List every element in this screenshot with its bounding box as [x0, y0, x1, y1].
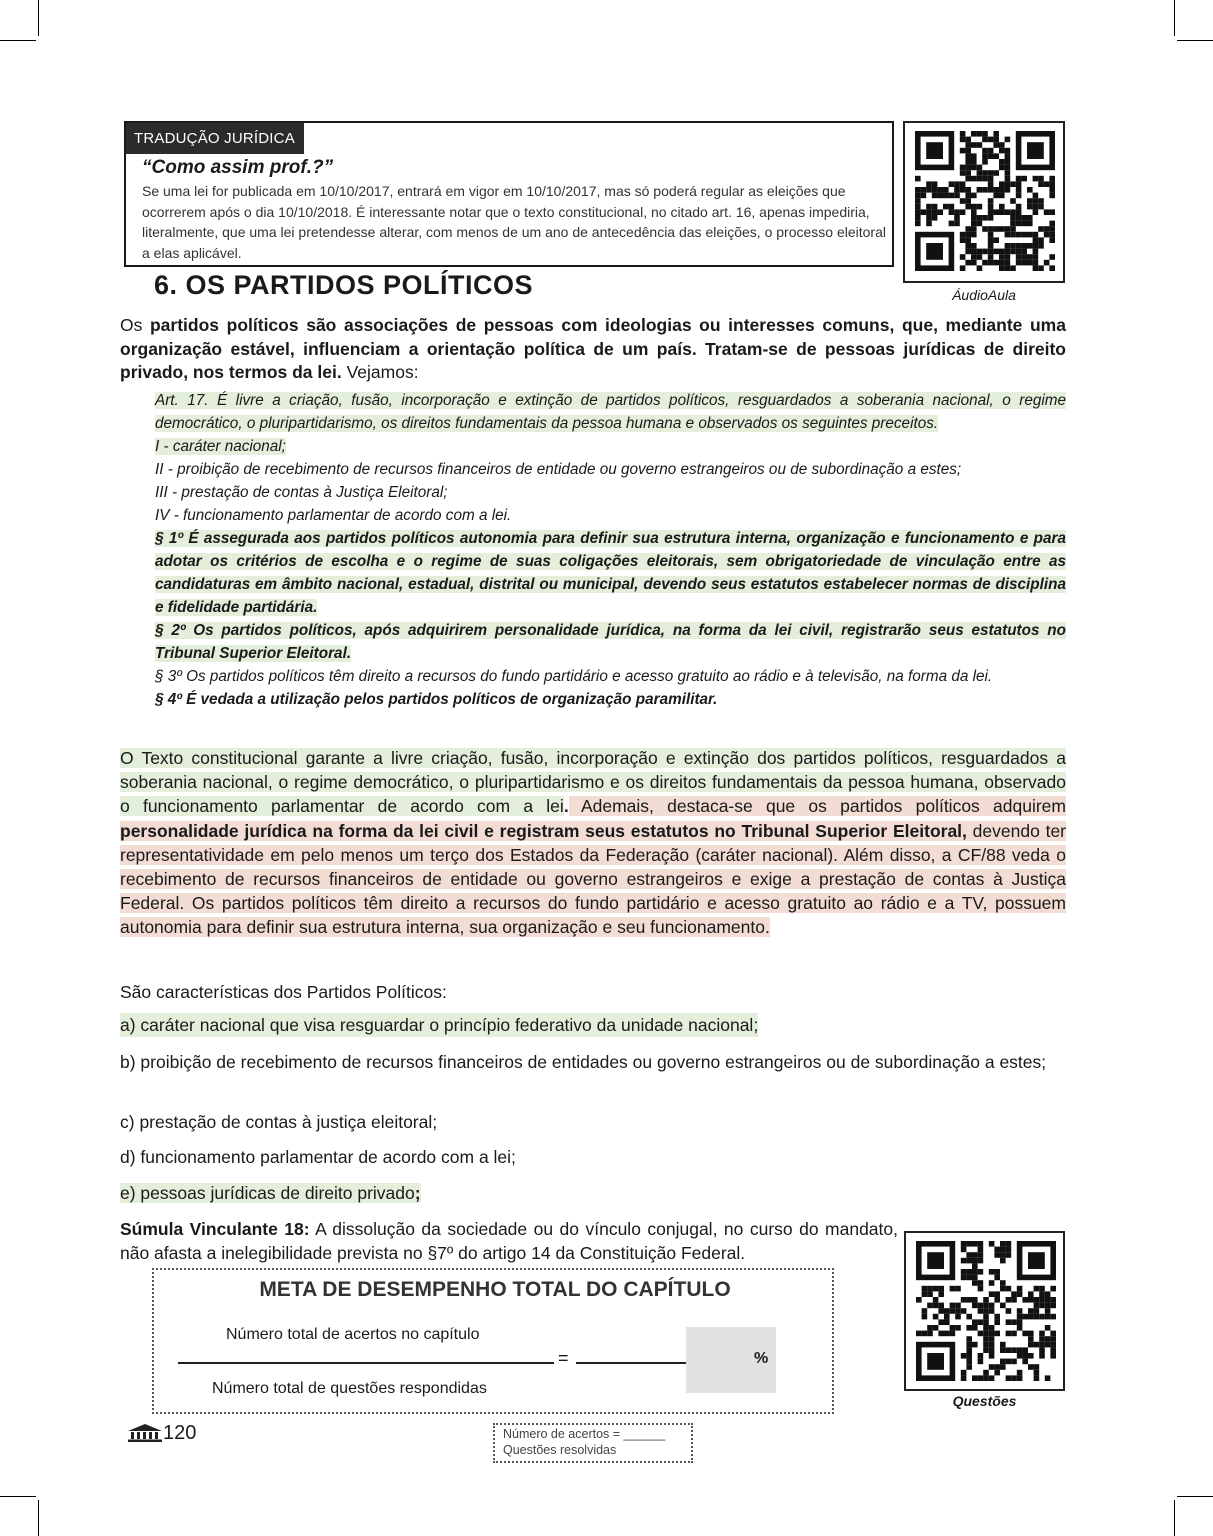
- audio-lesson-caption: ÁudioAula: [952, 287, 1016, 303]
- art17-caput: Art. 17. É livre a criação, fusão, incorporação e extinção de partidos políticos, resguardados a soberania nacional, o regime democrático, o pluripartidarismo, os direitos fundamentais da pessoa humana e observados os seguintes preceitos.: [155, 392, 1066, 432]
- art17-item-ii: II - proibição de recebimento de recursos financeiros de entidade ou governo estrangeiros ou de subordinação a estes;: [155, 461, 962, 478]
- denominator-label: Número total de questões respondidas: [212, 1380, 487, 1397]
- characteristic-a: a) caráter nacional que visa resguardar o princípio federativo da unidade nacional;: [120, 1015, 759, 1035]
- art17-paragraph-2: § 2º Os partidos políticos, após adquirirem personalidade jurídica, na forma da lei civil, registrarão seus estatutos no Tribunal Superior Eleitoral.: [155, 622, 1066, 662]
- intro-paragraph: [120, 314, 1066, 385]
- translation-body: Se uma lei for publicada em 10/10/2017, entrará em vigor em 10/10/2017, mas só poderá regular as eleições que ocorrerem após o dia 10/10/2018. É interessante notar que o texto constitucional, no citado art. 16, apenas impediria, literalmente, que uma lei pretendesse alterar, com menos de um ano de antecedência das eleições, o processo eleitoral a elas aplicável.: [142, 183, 886, 261]
- art17-paragraph-3: § 3º Os partidos políticos têm direito a recursos do fundo partidário e acesso gratuito ao rádio e à televisão, na forma da lei.: [155, 668, 993, 685]
- crop-mark: [1174, 1500, 1175, 1536]
- crop-mark: [38, 1500, 39, 1536]
- qr-code-icon: [916, 1241, 1056, 1381]
- characteristic-c: c) prestação de contas à justiça eleitoral;: [120, 1112, 438, 1132]
- section-title: 6. OS PARTIDOS POLÍTICOS: [154, 270, 534, 300]
- explanation-red-bold: personalidade jurídica na forma da lei civil e registram seus estatutos no Tribunal Superior Eleitoral,: [120, 820, 967, 841]
- intro-suffix: Vejamos:: [341, 362, 419, 382]
- explanation-paragraph: [120, 746, 1066, 940]
- crop-mark: [0, 1496, 36, 1497]
- constitution-article-17: [155, 389, 1066, 711]
- performance-goal-box: [152, 1268, 834, 1414]
- hits-line-2: Questões resolvidas: [503, 1443, 617, 1457]
- characteristic-d: d) funcionamento parlamentar de acordo com a lei;: [120, 1147, 516, 1167]
- translation-heading: “Como assim prof.?”: [142, 157, 334, 178]
- art17-item-i: I - caráter nacional;: [155, 438, 286, 455]
- crop-mark: [1177, 1496, 1213, 1497]
- explanation-red-1: Ademais, destaca-se que os partidos políticos adquirem: [568, 796, 1066, 817]
- explanation-dot: .: [563, 796, 569, 817]
- crop-mark: [38, 0, 39, 36]
- explanation-red-2: devendo ter representatividade em pelo menos um terço dos Estados da Federação (caráter nacional). Além disso, a CF/88 veda o recebimento de recursos financeiros de entidade ou governo estrangeiros e exige a prestação de contas à Justiça Federal. Os partidos políticos têm direito a recursos do fundo partidário e acesso gratuito ao rádio e a TV, possuem autonomia para definir sua estrutura interna, sua organização e seu funcionamento.: [120, 820, 1066, 938]
- sumula-text: A dissolução da sociedade ou do vínculo conjugal, no curso do mandato, não afasta a inelegibilidade prevista no §7º do artigo 14 da Constituição Federal.: [120, 1219, 898, 1263]
- characteristic-b: b) proibição de recebimento de recursos financeiros de entidades ou governo estrangeiros ou de subordinação a estes;: [120, 1052, 1047, 1072]
- art17-paragraph-4: § 4º É vedada a utilização pelos partidos políticos de organização paramilitar.: [155, 691, 718, 708]
- translation-tag: TRADUÇÃO JURÍDICA: [126, 123, 304, 154]
- numerator-label: Número total de acertos no capítulo: [226, 1326, 480, 1343]
- crop-mark: [0, 40, 36, 41]
- book-logo-icon: [128, 1424, 162, 1442]
- intro-definition: partidos políticos são associações de pessoas com ideologias ou interesses comuns, que, mediante uma organização estável, influenciam a orientação política de um país. Tratam-se de pessoas jurídicas de direito privado, nos termos da lei.: [120, 315, 1066, 382]
- characteristics-intro: São características dos Partidos Políticos:: [120, 982, 447, 1002]
- equals-sign: =: [558, 1348, 569, 1368]
- translation-box: [124, 121, 894, 267]
- hits-counter-box[interactable]: [493, 1423, 693, 1463]
- crop-mark: [1174, 0, 1175, 36]
- intro-prefix: Os: [120, 315, 150, 335]
- art17-item-iii: III - prestação de contas à Justiça Eleitoral;: [155, 484, 448, 501]
- sumula-vinculante-18: [120, 1218, 898, 1265]
- questions-caption: Questões: [952, 1393, 1017, 1409]
- sumula-label: Súmula Vinculante 18:: [120, 1219, 310, 1239]
- questions-qr[interactable]: [904, 1231, 1065, 1391]
- characteristic-e-end: ;: [414, 1183, 421, 1203]
- fraction-line[interactable]: [178, 1362, 554, 1364]
- result-line[interactable]: [576, 1362, 686, 1364]
- crop-mark: [1177, 40, 1213, 41]
- page-number: 120: [163, 1422, 197, 1444]
- explanation-green: O Texto constitucional garante a livre criação, fusão, incorporação e extinção dos partidos políticos, resguardados a soberania nacional, o regime democrático, o pluripartidarismo e os direitos fundamentais da pessoa humana, observado o funcionamento parlamentar de acordo com a lei: [120, 748, 1066, 817]
- qr-code-icon: [915, 131, 1055, 273]
- percent-sign: %: [754, 1350, 769, 1367]
- performance-goal-title: META DE DESEMPENHO TOTAL DO CAPÍTULO: [259, 1278, 731, 1301]
- art17-paragraph-1: § 1º É assegurada aos partidos políticos autonomia para definir sua estrutura interna, organização e funcionamento e para adotar os critérios de escolha e o regime de suas coligações eleitorais, sem obrigatoriedade de vinculação entre as candidaturas em âmbito nacional, estadual, distrital ou municipal, devendo seus estatutos estabelecer normas de disciplina e fidelidade partidária.: [155, 530, 1066, 616]
- art17-item-iv: IV - funcionamento parlamentar de acordo com a lei.: [155, 507, 512, 524]
- characteristic-e: [120, 1181, 421, 1205]
- characteristic-e-text: e) pessoas jurídicas de direito privado: [120, 1183, 415, 1203]
- hits-line-1: Número de acertos = ______: [503, 1427, 666, 1441]
- audio-lesson-qr[interactable]: [903, 121, 1065, 283]
